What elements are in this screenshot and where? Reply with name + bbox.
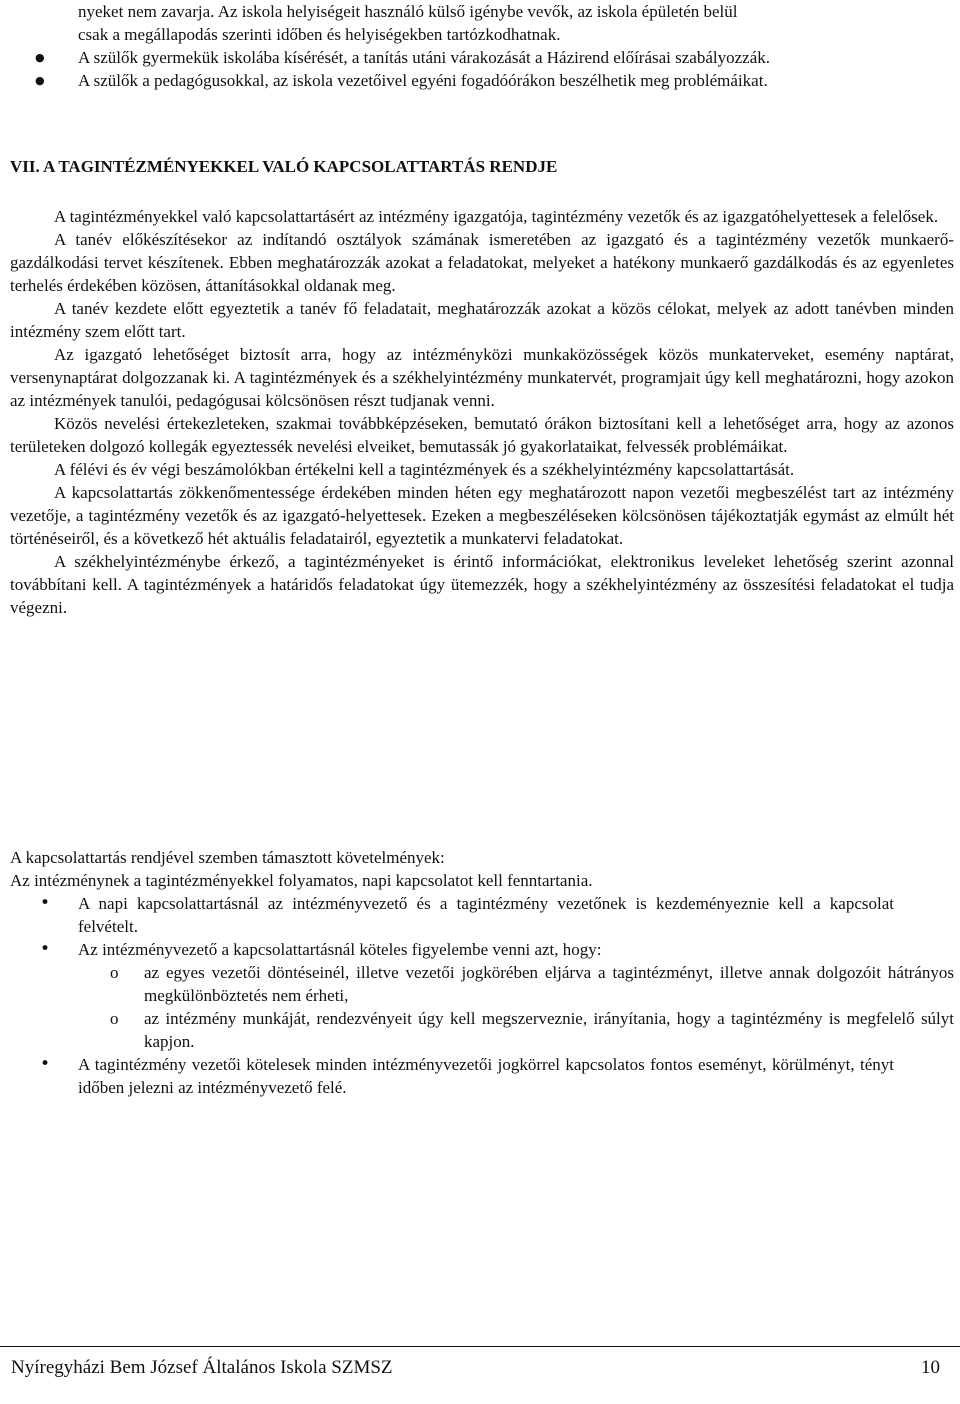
page-footer (0, 1346, 960, 1387)
top-bullet-list (35, 46, 954, 92)
page-number: 10 (921, 1357, 940, 1378)
section-heading: VII. A TAGINTÉZMÉNYEKKEL VALÓ KAPCSOLATTARTÁS RENDJE (10, 157, 558, 176)
sub-list-item (10, 961, 954, 1007)
continued-paragraph (78, 0, 954, 46)
list-item-text: A szülők gyermekük iskolába kísérését, a tanítás utáni várakozását a Házirend előírásai szabályozzák. (78, 48, 771, 67)
requirements-section (10, 846, 954, 1099)
paragraph: A tagintézményekkel való kapcsolattartásért az intézmény igazgatója, tagintézmény vezetők és az igazgatóhelyettesek a felelősek. (54, 207, 939, 226)
list-item (10, 1053, 954, 1099)
circle-bullet-icon: o (110, 1009, 119, 1028)
list-item (35, 46, 954, 69)
list-item-text: A tagintézmény vezetői kötelesek minden intézményvezetői jogkörrel kapcsolatos fontos eseményt, körülményt, tényt időben jelezni az intézményvezető felé. (78, 1055, 894, 1097)
continued-line-1: nyeket nem zavarja. Az iskola helyiségeit használó külső igénybe vevők, az iskola épületén belül (78, 2, 738, 21)
list-item (35, 69, 954, 92)
paragraph: A félévi és év végi beszámolókban értékelni kell a tagintézmények és a székhelyintézmény kapcsolattartását. (54, 460, 795, 479)
paragraph: A kapcsolattartás zökkenőmentessége érdekében minden héten egy meghatározott napon vezetői megbeszélést tart az intézmény vezetője, a tagintézmény vezetők és az igazgató-helyettesek. Ezeken a megbeszéléseken kölcsönösen tájékoztatják egymást az elmúlt hét történéseiről, és a következő hét aktuális feladatairól, egyeztetik a munkatervi feladatokat. (10, 483, 954, 548)
footer-school-name: Nyíregyházi Bem József Általános Iskola SZMSZ (11, 1357, 393, 1378)
paragraph: A tanév előkészítésekor az indítandó osztályok számának ismeretében az igazgató és a tagintézmény vezetők munkaerő-gazdálkodási tervet készítenek. Ebben meghatározzák azokat a feladatokat, melyeket a hatékony munkaerő gazdálkodás és az egyenletes terhelés érdekében közösen, áttanításokkal oldanak meg. (10, 230, 954, 295)
paragraph: Az igazgató lehetőséget biztosít arra, hogy az intézményközi munkaközösségek közös munkaterveket, esemény naptárat, versenynaptárat dolgozzanak ki. A tagintézmények és a székhelyintézmény munkatervét, programjait úgy kell meghatározni, hogy azokon az intézmények tanulói, pedagógusai kölcsönösen részt tudjanak venni. (10, 345, 954, 410)
bullet-icon: • (40, 893, 51, 913)
sub-list-item-text: az egyes vezetői döntéseinél, illetve vezetői jogkörében eljárva a tagintézményt, illetve annak dolgozóit hátrányos megkülönböztetés nem érheti, (144, 963, 954, 1005)
requirements-statement: Az intézménynek a tagintézményekkel folyamatos, napi kapcsolatot kell fenntartania. (10, 871, 593, 890)
paragraph: A tanév kezdete előtt egyeztetik a tanév fő feladatait, meghatározzák azokat a közös célokat, melyek az adott tanévben minden intézmény szem előtt tart. (10, 299, 954, 341)
circle-bullet-icon: o (110, 963, 119, 982)
section-body (10, 205, 954, 619)
list-item-text: Az intézményvezető a kapcsolattartásnál köteles figyelembe venni azt, hogy: (78, 940, 602, 959)
list-item-text: A szülők a pedagógusokkal, az iskola vezetőivel egyéni fogadóórákon beszélhetik meg problémáikat. (78, 71, 768, 90)
list-item (10, 938, 954, 961)
continued-line-2: csak a megállapodás szerinti időben és helyiségekben tartózkodhatnak. (78, 25, 561, 44)
paragraph: Közös nevelési értekezleteken, szakmai továbbképzéseken, bemutató órákon biztosítani kell a lehetőséget arra, hogy az azonos területeken dolgozó kollegák egyeztessék nevelési elveiket, bemutassák jó gyakorlataikat, felvessék problémáikat. (10, 414, 954, 456)
bullet-icon: ● (35, 51, 45, 64)
list-item (10, 892, 954, 938)
bullet-icon: • (40, 939, 51, 959)
paragraph: A székhelyintézménybe érkező, a tagintézményeket is érintő információkat, elektronikus leveleket lehetőség szerint azonnal továbbítani kell. A tagintézmények a határidős feladatokat úgy ütemezzék, hogy a székhelyintézmény az összesítési feladatokat el tudja végezni. (10, 552, 954, 617)
list-item-text: A napi kapcsolattartásnál az intézményvezető és a tagintézmény vezetőnek is kezdeményeznie kell a kapcsolat felvételt. (78, 894, 894, 936)
requirements-sublist (10, 961, 954, 1053)
sub-list-item-text: az intézmény munkáját, rendezvényeit úgy kell megszerveznie, irányítania, hogy a tagintézmény is megfelelő súlyt kapjon. (144, 1009, 954, 1051)
sub-list-item (10, 1007, 954, 1053)
bullet-icon: ● (35, 74, 45, 87)
requirements-intro: A kapcsolattartás rendjével szemben támasztott követelmények: (10, 848, 445, 867)
requirements-list (10, 892, 954, 961)
bullet-icon: • (40, 1054, 51, 1074)
requirements-list (10, 1053, 954, 1099)
